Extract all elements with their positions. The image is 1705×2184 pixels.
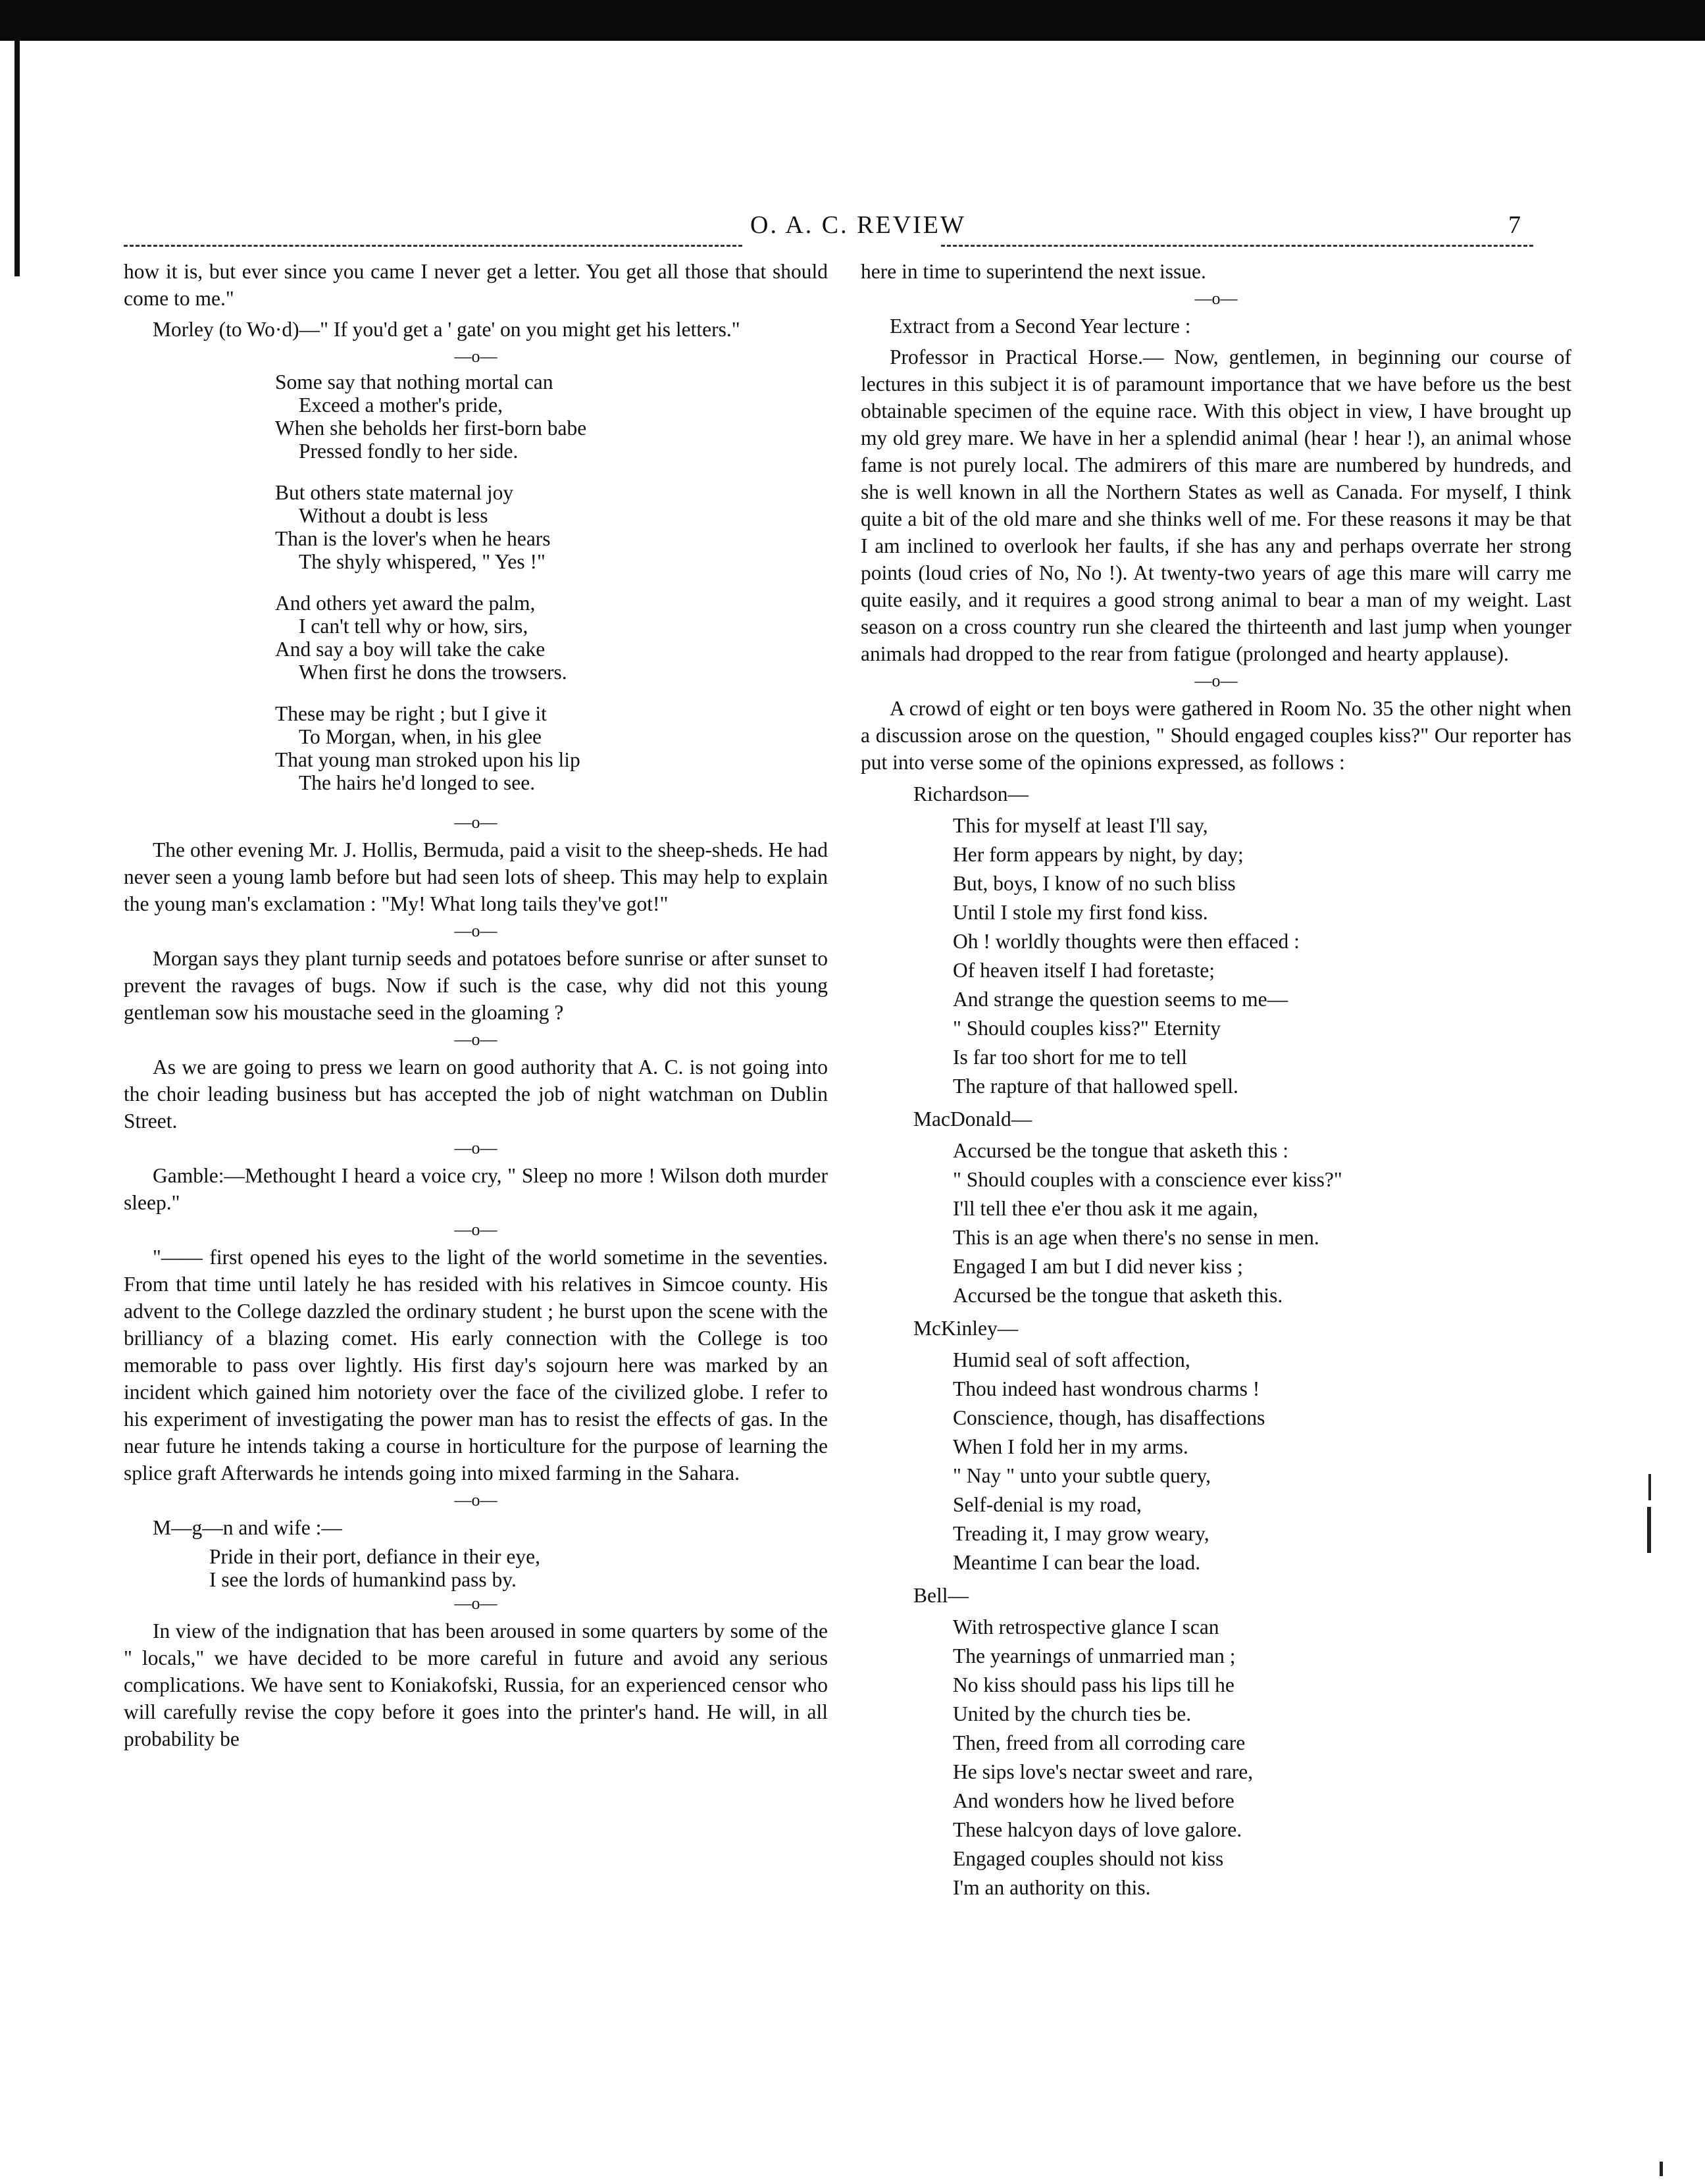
verse-line: Of heaven itself I had foretaste; [953,959,1215,982]
verse-line: The hairs he'd longed to see. [299,771,536,794]
margin-mark [1660,2162,1663,2176]
verse-line: " Should couples with a conscience ever kiss?" [953,1168,1342,1191]
couplet [209,1545,828,1591]
verse-line: Some say that nothing mortal can [275,370,553,394]
verse-line: No kiss should pass his lips till he [953,1673,1234,1696]
margin-mark [1648,1474,1651,1500]
verse-line: " Should couples kiss?" Eternity [953,1017,1221,1040]
verse-line: Thou indeed hast wondrous charms ! [953,1377,1260,1400]
verse-line: These halcyon days of love galore. [953,1818,1242,1841]
stanza [275,592,828,684]
paragraph: Morgan says they plant turnip seeds and potatoes before sunrise or after sunset to prevent the ravages of bugs. Now if such is the case, why did not this young gentleman sow his moustache seed in the gloaming ? [124,947,828,1024]
verse-line: But others state maternal joy [275,481,514,504]
verse-line: These may be right ; but I give it [275,702,547,725]
paragraph: As we are going to press we learn on good authority that A. C. is not going into the choir leading business but has accepted the job of night watchman on Dublin Street. [124,1055,828,1132]
speaker-name: McKinley— [913,1317,1019,1340]
margin-mark [1647,1507,1651,1553]
separator: —o— [454,1490,497,1510]
separator: —o— [454,1594,497,1613]
verse-line: When I fold her in my arms. [953,1435,1188,1458]
verse-line: This for myself at least I'll say, [953,814,1208,837]
verse-line: Pressed fondly to her side. [299,440,519,463]
separator: —o— [454,1220,497,1239]
verse-line: Than is the lover's when he hears [275,527,551,550]
separator: —o— [454,1030,497,1049]
speaker-name: Bell— [913,1584,969,1607]
verse-line: I can't tell why or how, sirs, [299,615,528,638]
left-column [124,258,828,1756]
verse-line: Conscience, though, has disaffections [953,1406,1265,1429]
separator: —o— [454,813,497,832]
verse-line: To Morgan, when, in his glee [299,725,542,748]
verse-line: And say a boy will take the cake [275,638,546,661]
separator: —o— [454,1138,497,1157]
stanza [275,481,828,573]
verse-block [953,1136,1571,1310]
verse-line: Treading it, I may grow weary, [953,1522,1209,1545]
paragraph: In view of the indignation that has been aroused in some quarters by some of the " locals," we have decided to be more careful in future and avoid any serious complications. We have sent to Koniakofski, Russia, for an experienced censor who will carefully revise the copy before it goes into the printer's hand. He will, in all probability be [124,1619,828,1750]
separator: —o— [1194,671,1238,690]
verse-line: That young man stroked upon his lip [275,748,580,771]
verse-line: And others yet award the palm, [275,592,536,615]
verse-line: I'm an authority on this. [953,1876,1151,1899]
verse-line: This is an age when there's no sense in men. [953,1226,1319,1249]
verse-line: Until I stole my first fond kiss. [953,901,1208,924]
verse-line: Exceed a mother's pride, [299,394,503,417]
verse-line: When she beholds her first-born babe [275,417,587,440]
verse-line: And wonders how he lived before [953,1789,1234,1812]
speaker-name: MacDonald— [913,1107,1032,1130]
verse-line: With retrospective glance I scan [953,1615,1219,1638]
paragraph: here in time to superintend the next issue. [861,260,1206,283]
verse-line: Self-denial is my road, [953,1493,1142,1516]
separator: —o— [454,921,497,940]
verse-line: Oh ! worldly thoughts were then effaced : [953,930,1300,953]
verse-opinions [861,780,1571,1902]
verse-line: But, boys, I know of no such bliss [953,872,1236,895]
verse-line: " Nay " unto your subtle query, [953,1464,1211,1487]
verse-line: The yearnings of unmarried man ; [953,1644,1236,1667]
verse-block [953,811,1571,1101]
verse-line: United by the church ties be. [953,1702,1192,1725]
verse-line: Engaged I am but I did never kiss ; [953,1255,1243,1278]
verse-block [953,1346,1571,1577]
verse-block [953,1613,1571,1902]
verse-line: Without a doubt is less [299,504,488,527]
paragraph: Gamble:—Methought I heard a voice cry, " Sleep no more ! Wilson doth murder sleep." [124,1164,828,1214]
verse-line: When first he dons the trowsers. [299,661,567,684]
verse-line: And strange the question seems to me— [953,988,1288,1011]
paragraph: Professor in Practical Horse.— Now, gentlemen, in beginning our course of lectures in this subject it is of paramount importance that we have before us the best obtainable specimen of the equine race. With this object in view, I have brought up my old grey mare. We have in her a splendid animal (hear ! hear !), an animal whose fame is not purely local. The admirers of this mare are numbered by hundreds, and she is well known in all the Northern States as well as Canada. For myself, I think quite a bit of the old mare and she thinks well of me. For these reasons it may be that I am inclined to overlook her faults, if she has any and perhaps overrate her strong points (loud cries of No, No !). At twenty-two years of age this mare will carry me quite easily, and it requires a good strong animal to bear a man of my weight. Last season on a cross country run she cleared the thirteenth and last jump when younger animals had dropped to the rear from fatigue (prolonged and hearty applause). [861,345,1571,665]
page-number: 7 [1508,211,1521,239]
verse-line: Then, freed from all corroding care [953,1731,1246,1754]
paragraph: The other evening Mr. J. Hollis, Bermuda, paid a visit to the sheep-sheds. He had never seen a young lamb before but had seen lots of sheep. This may help to explain the young man's exclamation : "My! What long tails they've got!" [124,838,828,915]
paragraph: how it is, but ever since you came I never get a letter. You get all those that should come to me." [124,260,828,310]
speaker-name: Richardson— [913,782,1029,805]
header-rule-left [124,245,742,249]
header-rule-right [941,245,1533,249]
paragraph: "—— first opened his eyes to the light of the world sometime in the seventies. From that time until lately he has resided with his relatives in Simcoe county. His advent to the College dazzled the ordinary student ; he burst upon the scene with the brilliancy of a blazing comet. His early connection with the College is too memorable to pass over lightly. His first day's sojourn here was marked by an incident which gained him notoriety over the face of the civilized globe. I refer to his experiment of investigating the power man has to resist the effects of gas. In the near future he intends taking a course in horticulture for the purpose of learning the splice graft Afterwards he intends going into mixed farming in the Sahara. [124,1246,828,1485]
paragraph: A crowd of eight or ten boys were gathered in Room No. 35 the other night when a discussion arose on the question, " Should engaged couples kiss?" Our reporter has put into verse some of the opinions expressed, as follows : [861,697,1571,774]
verse-line: Pride in their port, defiance in their eye, [209,1545,540,1568]
poem [275,370,828,794]
verse-line: Her form appears by night, by day; [953,843,1244,866]
paragraph: Morley (to Wo·d)—" If you'd get a ' gate' on you might get his letters." [153,318,740,341]
paragraph: M—g—n and wife :— [153,1516,342,1539]
verse-line: The rapture of that hallowed spell. [953,1075,1238,1098]
verse-line: Engaged couples should not kiss [953,1847,1224,1870]
verse-line: Humid seal of soft affection, [953,1348,1190,1371]
separator: —o— [454,347,497,366]
separator: —o— [1194,289,1238,308]
verse-line: Accursed be the tongue that asketh this. [953,1284,1283,1307]
page-header-title: O. A. C. REVIEW [750,211,966,239]
paragraph: Extract from a Second Year lecture : [890,315,1191,338]
stanza [275,370,828,463]
left-scan-edge [14,39,20,276]
verse-line: I see the lords of humankind pass by. [209,1568,517,1591]
verse-line: Is far too short for me to tell [953,1046,1188,1069]
verse-line: The shyly whispered, " Yes !" [299,550,546,573]
stanza [275,702,828,794]
verse-line: Accursed be the tongue that asketh this : [953,1139,1288,1162]
top-scan-border [0,0,1705,41]
verse-line: Meantime I can bear the load. [953,1551,1201,1574]
verse-line: I'll tell thee e'er thou ask it me again, [953,1197,1258,1220]
right-column [861,258,1571,1906]
verse-line: He sips love's nectar sweet and rare, [953,1760,1254,1783]
